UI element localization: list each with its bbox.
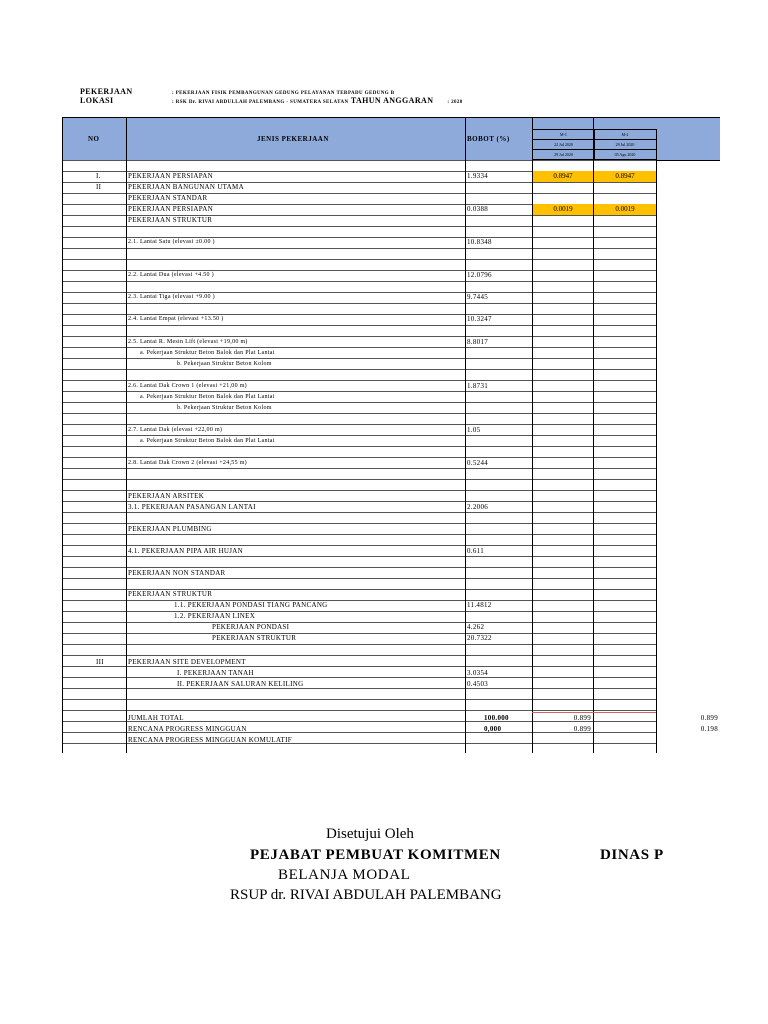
row-bobot: 3.0354 (467, 669, 489, 677)
row-jenis: 1.2. PEKERJAAN LINEX (174, 612, 256, 620)
week-m2-label: M-2 (594, 130, 656, 140)
col-jenis-header: JENIS PEKERJAAN (257, 135, 329, 143)
grid-line (62, 468, 657, 469)
row-jenis: 1.1. PEKERJAAN PONDASI TIANG PANCANG (174, 601, 328, 609)
grid-line (62, 512, 657, 513)
row-no: III (96, 658, 104, 666)
grid-line (62, 699, 657, 700)
grid-line (62, 259, 657, 260)
row-jenis: PEKERJAAN PONDASI (212, 623, 290, 631)
row-jenis: PEKERJAAN ARSITEK (128, 492, 205, 500)
row-m1: 0.0019 (533, 204, 593, 215)
row-no: I. (96, 172, 101, 180)
grid-line (62, 611, 657, 612)
grid-line (62, 117, 720, 118)
grid-line (62, 402, 657, 403)
row-jenis: 4.1. PEKERJAAN PIPA AIR HUJAN (128, 547, 244, 555)
row-jenis: 2.1. Lantai Satu (elevasi ±0.00 ) (128, 239, 215, 245)
row-m2: 0.899 (700, 714, 718, 722)
row-jenis: 2.4. Lantai Empat (elevasi +13.50 ) (128, 316, 224, 322)
signature-line-2: RSUP dr. RIVAI ABDULAH PALEMBANG (230, 887, 502, 903)
row-jenis: II. PEKERJAAN SALURAN KELILING (177, 680, 304, 688)
row-bobot: 4.262 (467, 623, 485, 631)
row-bobot: 9.7445 (467, 293, 489, 301)
row-jenis: b. Pekerjaan Struktur Beton Kolom (177, 405, 272, 411)
pekerjaan-value: : PEKERJAAN FISIK PEMBANGUNAN GEDUNG PELAYANAN TERPADU GEDUNG B (172, 91, 395, 96)
row-jenis: PEKERJAAN SITE DEVELOPMENT (128, 658, 246, 666)
week-m2-from: 29 Jul 2020 (594, 140, 656, 150)
total-accent-line (532, 712, 656, 713)
row-bobot: 10.3247 (467, 315, 492, 323)
row-bobot: 8.8017 (467, 338, 489, 346)
row-bobot: 1.9334 (467, 172, 489, 180)
row-m1: 0.899 (573, 725, 591, 733)
row-jenis: b. Pekerjaan Struktur Beton Kolom (177, 361, 272, 367)
row-jenis: RENCANA PROGRESS MINGGUAN KOMULATIF (128, 736, 292, 744)
grid-line (62, 556, 657, 557)
week-m2-to: 05 Agu 2020 (614, 152, 636, 157)
grid-line (465, 117, 466, 753)
row-no: II (96, 183, 102, 191)
row-jenis: PEKERJAAN PERSIAPAN (128, 172, 213, 180)
grid-line (62, 655, 657, 656)
row-jenis: PEKERJAAN STRUKTUR (128, 216, 213, 224)
grid-line (62, 281, 657, 282)
grid-line (62, 600, 657, 601)
row-jenis: I. PEKERJAAN TANAH (177, 669, 254, 677)
row-jenis: 2.6. Lantai Dak Crown 1 (elevasi +21,00 m) (128, 383, 247, 389)
row-bobot: 10.8348 (467, 238, 492, 246)
row-bobot: 0.611 (467, 547, 484, 555)
officer-title: PEJABAT PEMBUAT KOMITMEN (250, 847, 501, 863)
row-jenis: RENCANA PROGRESS MINGGUAN (128, 725, 247, 733)
signature-line-1: BELANJA MODAL (278, 867, 411, 883)
row-bobot: 20.7322 (467, 634, 492, 642)
grid-line (62, 479, 657, 480)
grid-line (62, 226, 657, 227)
grid-line (62, 633, 657, 634)
row-jenis: PEKERJAAN STANDAR (128, 194, 208, 202)
row-m1: 0.899 (573, 714, 591, 722)
week-header-m1 (532, 129, 595, 160)
row-bobot: 100.000 (484, 714, 509, 722)
lokasi-label: LOKASI (80, 96, 114, 105)
row-m2: 0.0019 (594, 204, 656, 215)
col-bobot-header: BOBOT (%) (467, 135, 510, 143)
row-bobot: 1.8731 (467, 382, 489, 390)
row-bobot: 12.0796 (467, 271, 492, 279)
grid-line (62, 160, 657, 161)
grid-line (62, 688, 657, 689)
lokasi-value: : RSK Dr. RIVAI ABDULLAH PALEMBANG - SUMATERA SELATAN (172, 100, 349, 105)
grid-line (62, 248, 657, 249)
row-m1: 0.8947 (533, 171, 593, 182)
grid-line (62, 644, 657, 645)
col-no-header: NO (88, 135, 100, 143)
row-jenis: PEKERJAAN STRUKTUR (212, 634, 297, 642)
row-jenis: PEKERJAAN NON STANDAR (128, 569, 226, 577)
grid-line (62, 325, 657, 326)
agency-title: DINAS P (600, 847, 664, 863)
row-bobot: 0.0388 (467, 205, 489, 213)
week-m1-from: 22 Jul 2020 (533, 140, 594, 150)
grid-line (62, 117, 63, 753)
tahun-anggaran-label: TAHUN ANGGARAN (350, 96, 434, 105)
row-jenis: 2.5. Lantai R. Mesin Lift (elevasi +19,00 m) (128, 339, 248, 345)
row-jenis: 3.1. PEKERJAAN PASANGAN LANTAI (128, 503, 256, 511)
row-m2: 0.198 (700, 725, 718, 733)
row-jenis: PEKERJAAN PERSIAPAN (128, 205, 213, 213)
row-jenis: PEKERJAAN PLUMBING (128, 525, 212, 533)
row-jenis: 2.2. Lantai Dua (elevasi +4.50 ) (128, 272, 214, 278)
row-jenis: a. Pekerjaan Struktur Beton Balok dan Plat Lantai (140, 394, 275, 400)
row-bobot: 0.5244 (467, 459, 489, 467)
row-bobot: 0,000 (484, 725, 502, 733)
tahun-anggaran-value: : 2020 (447, 100, 463, 105)
row-jenis: PEKERJAAN STRUKTUR (128, 590, 213, 598)
row-jenis: PEKERJAAN BANGUNAN UTAMA (128, 183, 244, 191)
grid-line (62, 578, 657, 579)
pekerjaan-label: PEKERJAAN (80, 87, 133, 96)
row-bobot: 2.2006 (467, 503, 489, 511)
grid-line (62, 413, 657, 414)
grid-line (62, 534, 657, 535)
grid-line (62, 358, 657, 359)
row-m2: 0.8947 (594, 171, 656, 182)
row-jenis: a. Pekerjaan Struktur Beton Balok dan Plat Lantai (140, 438, 275, 444)
grid-line (62, 710, 657, 711)
row-jenis: 2.7. Lantai Dak (elevasi +22,00 m) (128, 427, 223, 433)
grid-line (62, 622, 657, 623)
week-m1-label: M-1 (533, 130, 594, 140)
week-header-m2 (593, 129, 657, 160)
week-m1-to: 29 Jul 2020 (554, 152, 573, 157)
row-bobot: 1.05 (467, 426, 481, 434)
schedule-table (62, 117, 720, 757)
approved-by: Disetujui Oleh (326, 826, 414, 842)
row-jenis: JUMLAH TOTAL (128, 714, 184, 722)
row-jenis: 2.3. Lantai Tiga (elevasi +9.00 ) (128, 294, 215, 300)
grid-line (62, 677, 657, 678)
row-bobot: 0.4503 (467, 680, 489, 688)
grid-line (62, 369, 657, 370)
grid-line (62, 303, 657, 304)
row-jenis: 2.8. Lantai Dak Crown 2 (elevasi +24,55 m) (128, 460, 247, 466)
row-bobot: 11.4812 (467, 601, 492, 609)
lokasi-line (80, 96, 463, 105)
grid-line (62, 446, 657, 447)
grid-line (656, 160, 657, 753)
row-jenis: a. Pekerjaan Struktur Beton Balok dan Plat Lantai (140, 350, 275, 356)
pekerjaan-line (80, 87, 394, 96)
grid-line (126, 117, 127, 753)
